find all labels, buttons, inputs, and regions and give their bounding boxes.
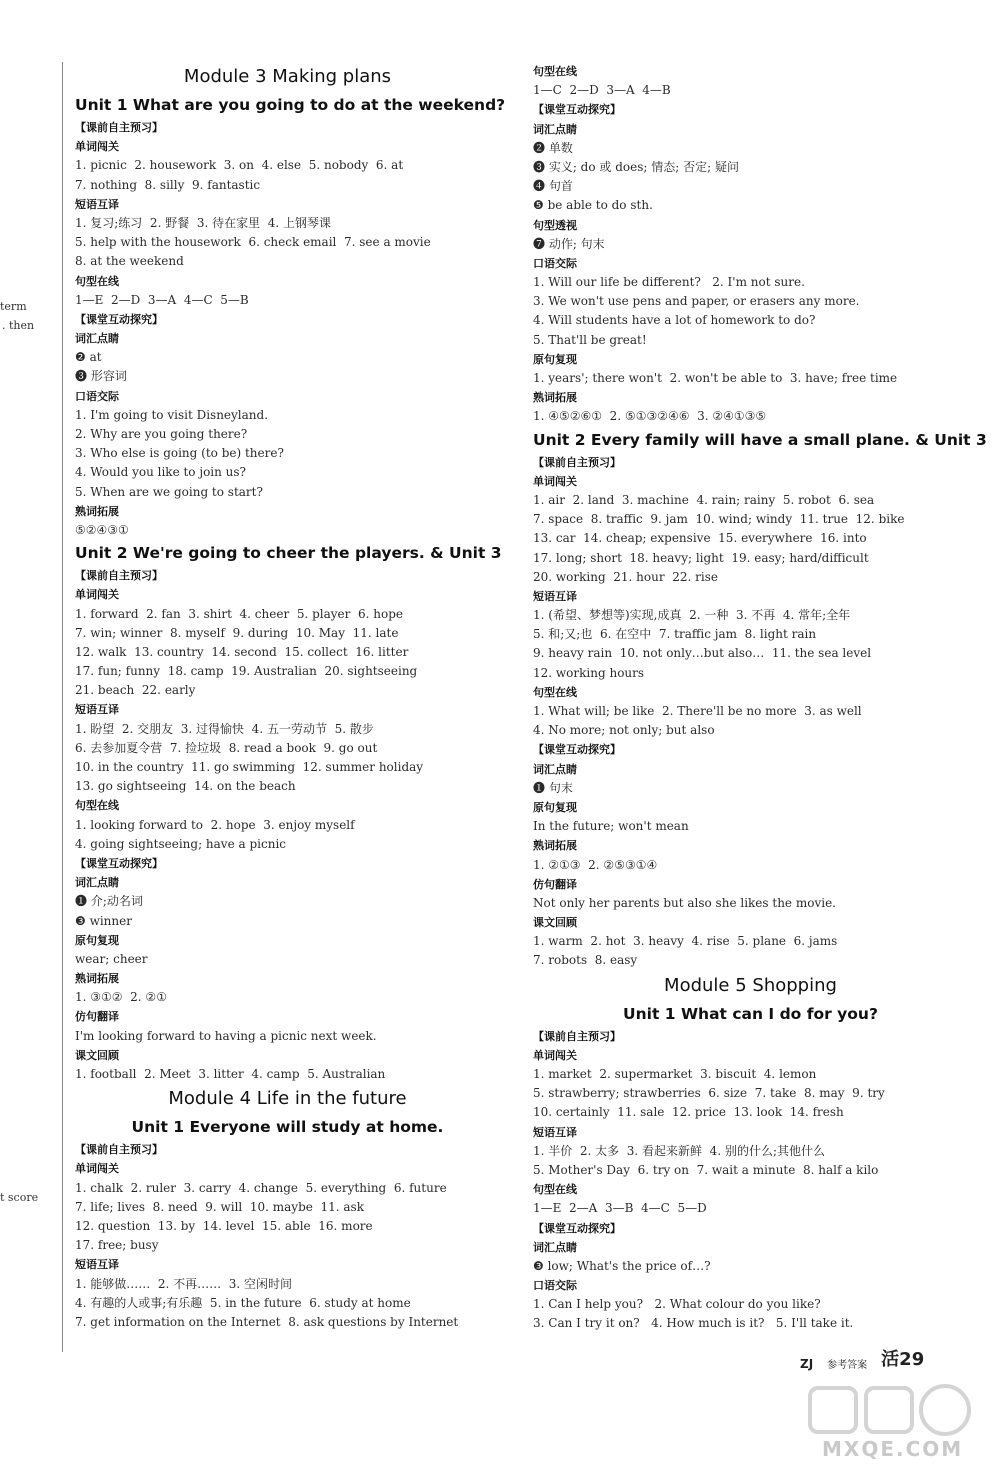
answer-line: 7. robots 8. easy [533, 953, 638, 968]
answer-line: 21. beach 22. early [75, 683, 196, 698]
answer-line: 5. When are we going to start? [75, 484, 263, 499]
subsection-label: 熟词拓展 [75, 972, 119, 986]
answer-line: ❹ 句首 [533, 179, 573, 194]
answer-line: 1. 能够做…… 2. 不再…… 3. 空闲时间 [75, 1276, 293, 1291]
answer-line: 4. 有趣的人或事;有乐趣 5. in the future 6. study at home [75, 1295, 411, 1310]
subsection-label: 仿句翻译 [75, 1010, 119, 1024]
edge-text-term: term [0, 300, 27, 313]
answer-line: 4. No more; not only; but also [533, 723, 715, 738]
subsection-label: 原句复现 [533, 352, 577, 366]
subsection-label: 句型在线 [75, 274, 119, 288]
answer-line: 17. long; short 18. heavy; light 19. easy; hard/difficult [533, 550, 869, 565]
answer-line: 3. Who else is going (to be) there? [75, 446, 284, 461]
answer-line: 4. Will students have a lot of homework to do? [533, 313, 816, 328]
section-heading: 【课堂互动探究】 [75, 856, 163, 870]
unit-heading: Unit 2 We're going to cheer the players. & Unit 3 [75, 544, 502, 563]
subsection-label: 原句复现 [533, 800, 577, 814]
subsection-label: 短语互译 [75, 703, 119, 717]
page-footer [800, 1345, 970, 1371]
answer-line: 1. forward 2. fan 3. shirt 4. cheer 5. player 6. hope [75, 606, 403, 621]
answer-line: ❷ at [75, 350, 102, 365]
subsection-label: 单词闯关 [75, 588, 119, 602]
answer-line: 10. certainly 11. sale 12. price 13. look 14. fresh [533, 1105, 844, 1120]
answer-line: wear; cheer [75, 951, 148, 966]
answer-line: 1. 半价 2. 太多 3. 看起来新鲜 4. 别的什么;其他什么 [533, 1143, 825, 1158]
answer-line: 17. fun; funny 18. camp 19. Australian 20. sightseeing [75, 664, 418, 679]
answer-line: 7. win; winner 8. myself 9. during 10. May 11. late [75, 625, 399, 640]
answer-line: ❺ be able to do sth. [533, 198, 653, 213]
subsection-label: 熟词拓展 [75, 504, 119, 518]
answer-line: ❸ 实义; do 或 does; 情态; 否定; 疑问 [533, 159, 739, 174]
subsection-label: 词汇点睛 [533, 1240, 577, 1254]
subsection-label: 词汇点睛 [533, 122, 577, 136]
subsection-label: 短语互译 [75, 1258, 119, 1272]
answer-line: 1. Can I help you? 2. What colour do you like? [533, 1297, 821, 1312]
answer-line: 6. 去参加夏令营 7. 捡垃圾 8. read a book 9. go out [75, 740, 378, 755]
answer-line: 7. nothing 8. silly 9. fantastic [75, 177, 261, 192]
module-heading: Module 3 Making plans [183, 66, 392, 87]
subsection-label: 口语交际 [533, 1279, 577, 1293]
subsection-label: 仿句翻译 [533, 877, 577, 891]
answer-line: 1. years'; there won't 2. won't be able to 3. have; free time [533, 371, 898, 385]
column-divider [62, 62, 63, 1352]
answer-line: 1. warm 2. hot 3. heavy 4. rise 5. plane 6. jams [533, 934, 838, 949]
answer-line: 1. (希望、梦想等)实现,成真 2. 一种 3. 不再 4. 常年;全年 [533, 608, 851, 623]
left-column [75, 62, 506, 1332]
section-heading: 【课堂互动探究】 [75, 312, 163, 326]
answer-line: 12. working hours [533, 665, 645, 680]
subsection-label: 短语互译 [75, 197, 119, 211]
answer-line: 5. Mother's Day 6. try on 7. wait a minute 8. half a kilo [533, 1162, 879, 1177]
answer-line: 5. strawberry; strawberries 6. size 7. take 8. may 9. try [533, 1086, 885, 1101]
answer-line: 1. Will our life be different? 2. I'm not sure. [533, 275, 805, 290]
answer-line: ❶ 句末 [533, 780, 573, 795]
answer-line: ❸ 形容词 [75, 369, 127, 384]
subsection-label: 句型在线 [533, 65, 577, 78]
answer-line: 10. in the country 11. go swimming 12. summer holiday [75, 760, 424, 774]
subsection-label: 单词闯关 [533, 1048, 577, 1062]
answer-line: 3. Can I try it on? 4. How much is it? 5. I'll take it. [533, 1316, 854, 1331]
answer-line: 1. 复习;练习 2. 野餐 3. 待在家里 4. 上钢琴课 [75, 215, 331, 230]
module-heading: Module 5 Shopping [664, 974, 837, 996]
answer-line: ⑤②④③① [75, 522, 129, 537]
page-number: 活29 [881, 1349, 925, 1370]
answer-line: 13. car 14. cheap; expensive 15. everywhere 16. into [533, 531, 867, 546]
subsection-label: 课文回顾 [75, 1048, 119, 1062]
answer-line: 8. at the weekend [75, 254, 184, 269]
footer-code: ZJ [800, 1357, 814, 1371]
subsection-label: 短语互译 [533, 1125, 577, 1139]
subsection-label: 单词闯关 [75, 1162, 119, 1176]
answer-line: 13. go sightseeing 14. on the beach [75, 779, 296, 794]
subsection-label: 词汇点睛 [75, 332, 119, 346]
right-column [533, 62, 987, 1334]
answer-line: 1. ④⑤②⑥① 2. ⑤①③②④⑥ 3. ②④①③⑤ [533, 409, 767, 424]
edge-text-then: . then [2, 319, 35, 332]
section-heading: 【课前自主预习】 [533, 1029, 621, 1043]
answer-line: 1. picnic 2. housework 3. on 4. else 5. nobody 6. at [75, 158, 404, 173]
unit-heading: Unit 2 Every family will have a small plane. & Unit 3 [533, 430, 987, 449]
answer-line: 17. free; busy [75, 1238, 159, 1253]
answer-line: ❼ 动作; 句末 [533, 236, 605, 251]
answer-line: Not only her parents but also she likes the movie. [533, 895, 836, 910]
answer-line: 20. working 21. hour 22. rise [533, 569, 718, 584]
watermark [790, 1380, 990, 1465]
answer-line: ❶ 介;动名词 [75, 894, 143, 909]
answer-line: 1. football 2. Meet 3. litter 4. camp 5. Australian [75, 1067, 386, 1081]
section-heading: 【课堂互动探究】 [533, 743, 621, 757]
answer-line: 4. Would you like to join us? [75, 465, 246, 480]
subsection-label: 句型透视 [533, 218, 577, 232]
answer-line: 7. life; lives 8. need 9. will 10. maybe 11. ask [75, 1199, 364, 1214]
footer-label: 参考答案 [827, 1360, 868, 1371]
subsection-label: 原句复现 [75, 933, 119, 947]
answer-line: 1—E 2—A 3—B 4—C 5—D [533, 1201, 707, 1216]
subsection-label: 口语交际 [533, 256, 577, 270]
subsection-label: 词汇点睛 [533, 762, 577, 776]
answer-line: 1. air 2. land 3. machine 4. rain; rainy 5. robot 6. sea [533, 492, 875, 507]
answer-line: ❷ 单数 [533, 140, 573, 155]
answer-line: 5. That'll be great! [533, 332, 647, 347]
answer-line: 1. 盼望 2. 交朋友 3. 过得愉快 4. 五一劳动节 5. 散步 [75, 721, 374, 736]
answer-line: I'm looking forward to having a picnic next week. [75, 1028, 377, 1043]
subsection-label: 单词闯关 [533, 474, 577, 488]
section-heading: 【课堂互动探究】 [533, 1221, 621, 1235]
subsection-label: 词汇点睛 [75, 876, 119, 890]
answer-line: 5. 和;又;也 6. 在空中 7. traffic jam 8. light rain [533, 627, 817, 642]
answer-line: 1. market 2. supermarket 3. biscuit 4. lemon [533, 1067, 817, 1081]
answer-line: 1. looking forward to 2. hope 3. enjoy myself [75, 817, 355, 832]
section-heading: 【课堂互动探究】 [533, 103, 621, 117]
answer-line: 3. We won't use pens and paper, or erasers any more. [533, 294, 860, 309]
subsection-label: 单词闯关 [75, 140, 119, 154]
answer-line: 5. help with the housework 6. check email 7. see a movie [75, 235, 431, 250]
subsection-label: 短语互译 [533, 589, 577, 603]
answer-line: ❸ low; What's the price of…? [533, 1258, 711, 1273]
answer-line: 1. I'm going to visit Disneyland. [75, 407, 269, 422]
subsection-label: 句型在线 [75, 799, 119, 813]
answer-line: 1—C 2—D 3—A 4—B [533, 83, 671, 98]
unit-heading: Unit 1 Everyone will study at home. [131, 1118, 444, 1137]
answer-line: 1. What will; be like 2. There'll be no more 3. as well [533, 704, 862, 718]
watermark-logo-icon [790, 1380, 990, 1440]
subsection-label: 句型在线 [533, 685, 577, 699]
answer-line: 2. Why are you going there? [75, 427, 248, 441]
section-heading: 【课前自主预习】 [75, 569, 163, 583]
watermark-text: MXQE.COM [822, 1437, 964, 1461]
section-heading: 【课前自主预习】 [75, 1143, 163, 1157]
answer-line: 1. chalk 2. ruler 3. carry 4. change 5. everything 6. future [75, 1180, 447, 1195]
answer-line: In the future; won't mean [533, 819, 689, 834]
answer-line: 1. ③①② 2. ②① [75, 990, 167, 1005]
answer-line: 12. walk 13. country 14. second 15. collect 16. litter [75, 644, 409, 659]
answer-line: 4. going sightseeing; have a picnic [75, 836, 287, 851]
answer-line: 7. space 8. traffic 9. jam 10. wind; windy 11. true 12. bike [533, 512, 905, 527]
answer-line: ❸ winner [75, 913, 132, 928]
subsection-label: 口语交际 [75, 389, 119, 403]
answer-line: 9. heavy rain 10. not only…but also… 11. the sea level [533, 646, 872, 661]
subsection-label: 句型在线 [533, 1183, 577, 1197]
unit-heading: Unit 1 What are you going to do at the weekend? [75, 96, 506, 114]
answer-line: 12. question 13. by 14. level 15. able 16. more [75, 1218, 373, 1233]
module-heading: Module 4 Life in the future [168, 1088, 407, 1110]
section-heading: 【课前自主预习】 [533, 455, 621, 469]
unit-heading: Unit 1 What can I do for you? [623, 1004, 878, 1023]
edge-text-score: t score [0, 1191, 39, 1204]
subsection-label: 课文回顾 [533, 916, 577, 930]
section-heading: 【课前自主预习】 [75, 121, 163, 134]
answer-line: 7. get information on the Internet 8. ask questions by Internet [75, 1314, 459, 1329]
subsection-label: 熟词拓展 [533, 839, 577, 853]
answer-line: 1—E 2—D 3—A 4—C 5—B [75, 292, 249, 307]
subsection-label: 熟词拓展 [533, 391, 577, 405]
answer-line: 1. ②①③ 2. ②⑤③①④ [533, 857, 658, 872]
